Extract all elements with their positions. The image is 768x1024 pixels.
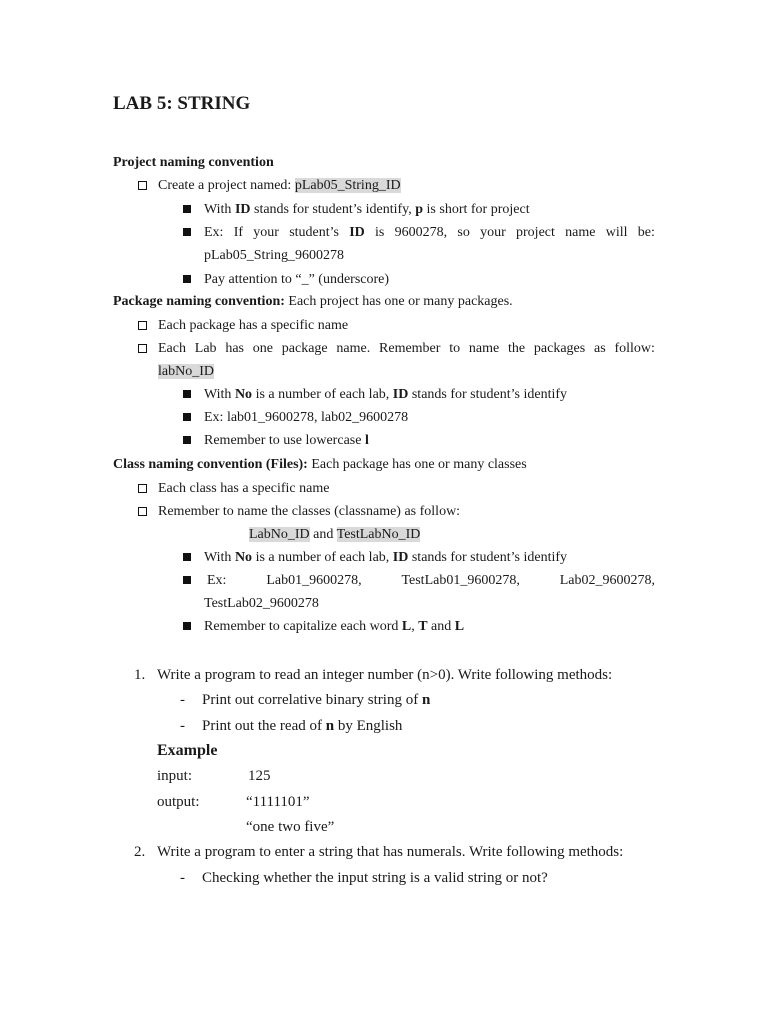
word: 9600278, <box>394 225 448 240</box>
text: is a number of each lab, <box>252 387 393 402</box>
word: Lab01_9600278, <box>266 573 362 588</box>
bullet-square-icon <box>183 390 191 398</box>
text-bold: ID <box>234 202 251 217</box>
code-highlight: labNo_ID <box>158 364 214 379</box>
package-item-1: Each package has a specific name <box>158 318 349 333</box>
bullet-square-icon <box>183 205 191 213</box>
checkbox-icon <box>138 507 147 516</box>
text-bold: l <box>364 433 369 448</box>
text-bold: T <box>418 619 428 634</box>
project-sub-3: Pay attention to “_” (underscore) <box>204 272 390 287</box>
class-heading-line <box>113 457 527 473</box>
class-name-pattern <box>249 527 420 543</box>
package-sub-1 <box>204 387 567 403</box>
word: Each <box>158 341 186 356</box>
word: the <box>508 341 526 356</box>
text: Create a project named: <box>158 178 295 193</box>
input-value: 125 <box>248 768 271 784</box>
task-2-number: 2. <box>134 844 146 860</box>
project-heading: Project naming convention <box>113 155 274 170</box>
page-title: LAB 5: STRING <box>113 93 251 114</box>
bullet-square-icon <box>183 576 191 584</box>
dash: - <box>180 692 185 708</box>
checkbox-icon <box>138 344 147 353</box>
text-bold: ID <box>392 550 409 565</box>
word: project <box>516 225 555 240</box>
example-heading: Example <box>157 742 218 759</box>
text: and <box>309 527 337 542</box>
text-bold: ID <box>392 387 409 402</box>
word: has <box>225 341 244 356</box>
text: stands for student’s identify, <box>250 202 416 217</box>
project-sub-1 <box>204 202 530 218</box>
word: TestLab01_9600278, <box>401 573 520 588</box>
package-heading: Package naming convention: <box>113 294 285 309</box>
word: If <box>233 225 244 240</box>
code-highlight: pLab05_String_ID <box>294 178 401 193</box>
word: package <box>281 341 328 356</box>
text-bold: n <box>325 718 335 734</box>
bullet-square-icon <box>183 413 191 421</box>
text-bold: No <box>234 387 253 402</box>
word: will <box>605 225 628 240</box>
word: be: <box>637 225 655 240</box>
package-item-2 <box>158 341 655 357</box>
word: as <box>593 341 606 356</box>
code-highlight: TestLabNo_ID <box>336 527 421 542</box>
checkbox-icon <box>138 181 147 190</box>
text: Print out the read of <box>202 718 326 734</box>
project-item-1 <box>158 178 401 194</box>
text: Remember to capitalize each word <box>204 619 402 634</box>
checkbox-icon <box>138 484 147 493</box>
bullet-square-icon <box>183 228 191 236</box>
word: your <box>480 225 506 240</box>
word-bold: ID <box>349 225 365 240</box>
output-value-2: “one two five” <box>246 819 335 835</box>
class-sub-1 <box>204 550 567 566</box>
text: is a number of each lab, <box>252 550 393 565</box>
text: stands for student’s identify <box>408 550 568 565</box>
text-bold: L <box>401 619 412 634</box>
text: With <box>204 202 235 217</box>
word: Lab02_9600278, <box>559 573 655 588</box>
project-sub-2-line2: pLab05_String_9600278 <box>204 248 344 263</box>
text: and <box>427 619 455 634</box>
project-sub-2 <box>204 225 655 241</box>
word: is <box>375 225 385 240</box>
checkbox-icon <box>138 321 147 330</box>
word: name <box>468 341 500 356</box>
class-item-2: Remember to name the classes (classname) as follow: <box>158 504 461 519</box>
word: Lab <box>194 341 217 356</box>
task-2-text: Write a program to enter a string that has numerals. Write following methods: <box>157 844 624 860</box>
word: your <box>253 225 279 240</box>
task-1-number: 1. <box>134 667 146 683</box>
text: is short for project <box>423 202 530 217</box>
text-bold: p <box>415 202 424 217</box>
text-bold: n <box>421 692 431 708</box>
word: student’s <box>289 225 339 240</box>
class-sub-3 <box>204 619 464 635</box>
word: name. <box>336 341 371 356</box>
package-heading-line <box>113 294 513 310</box>
package-item-2-line2 <box>158 364 214 380</box>
text: stands for student’s identify <box>408 387 568 402</box>
bullet-square-icon <box>183 553 191 561</box>
text: , <box>411 619 419 634</box>
text: Each package has one or many classes <box>307 457 527 472</box>
word: Ex: <box>204 225 224 240</box>
word: to <box>449 341 461 356</box>
text-bold: L <box>454 619 465 634</box>
output-label: output: <box>157 794 200 810</box>
task-1-text: Write a program to read an integer number (n>0). Write following methods: <box>157 667 613 683</box>
text: by English <box>334 718 403 734</box>
code-highlight: LabNo_ID <box>249 527 310 542</box>
text: With <box>204 387 235 402</box>
class-heading: Class naming convention (Files): <box>113 457 308 472</box>
bullet-square-icon <box>183 275 191 283</box>
word: follow: <box>614 341 655 356</box>
word: so <box>457 225 470 240</box>
package-sub-2: Ex: lab01_9600278, lab02_9600278 <box>204 410 409 425</box>
word: packages <box>533 341 586 356</box>
text: Print out correlative binary string of <box>202 692 422 708</box>
package-sub-3 <box>204 433 369 449</box>
word: Ex: <box>207 573 227 588</box>
text-bold: No <box>234 550 253 565</box>
text: Remember to use lowercase <box>204 433 365 448</box>
class-sub-2-line2: TestLab02_9600278 <box>204 596 319 611</box>
input-label: input: <box>157 768 193 784</box>
task-1-method-1 <box>202 692 430 709</box>
class-item-1: Each class has a specific name <box>158 481 330 496</box>
word: Remember <box>379 341 441 356</box>
dash: - <box>180 870 185 886</box>
word: name <box>565 225 596 240</box>
text: With <box>204 550 235 565</box>
task-2-method-1: Checking whether the input string is a valid string or not? <box>202 870 548 886</box>
dash: - <box>180 718 185 734</box>
bullet-square-icon <box>183 622 191 630</box>
bullet-square-icon <box>183 436 191 444</box>
class-sub-2 <box>207 573 655 589</box>
word: one <box>252 341 273 356</box>
task-1-method-2 <box>202 718 402 735</box>
output-value-1: “1111101” <box>246 794 310 810</box>
text: Each project has one or many packages. <box>284 294 513 309</box>
